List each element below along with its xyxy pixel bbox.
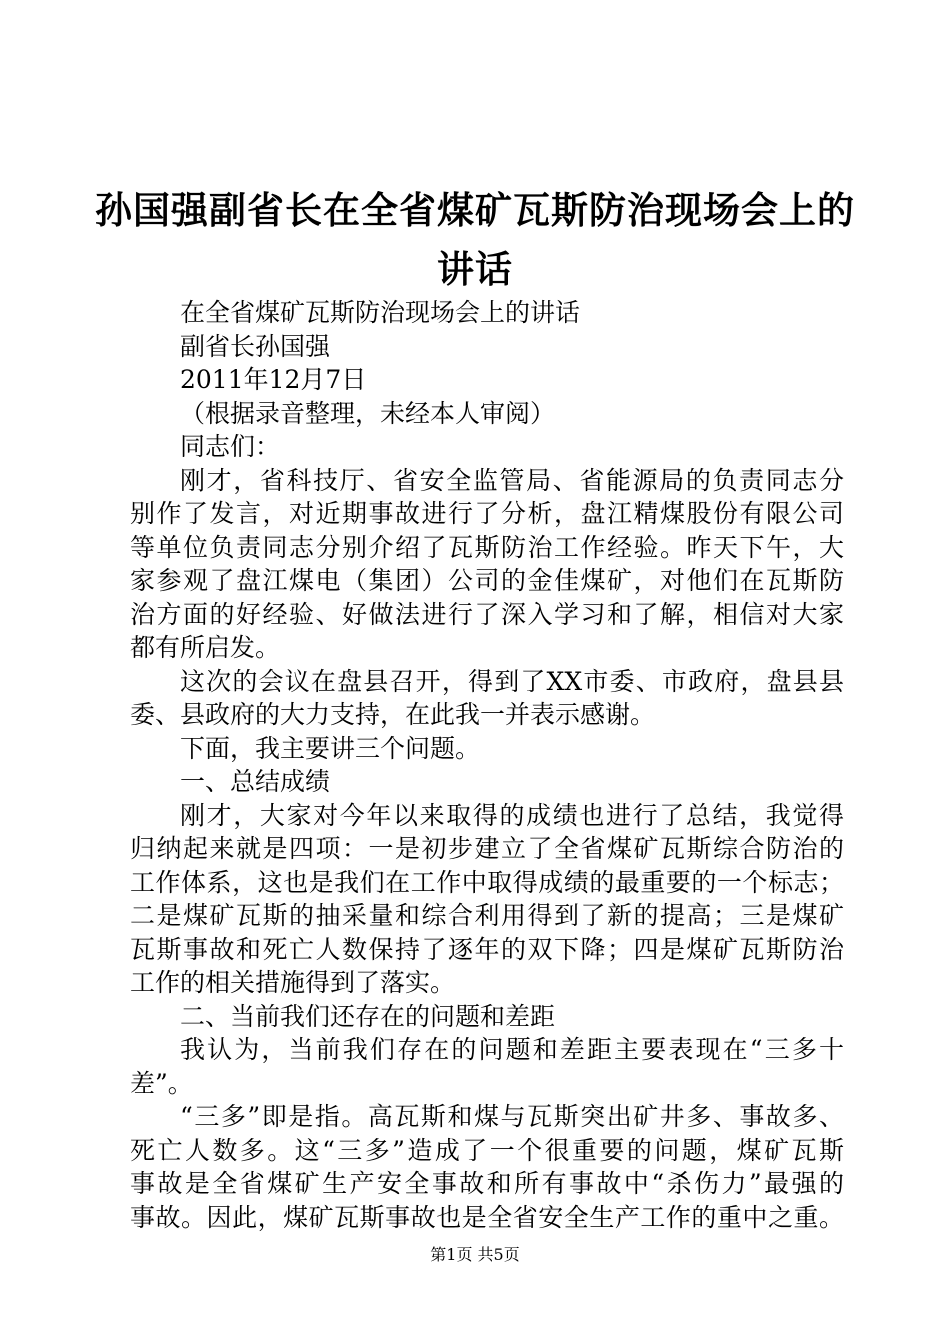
paragraph-line: 刚才，大家对今年以来取得的成绩也进行了总结，我觉得 <box>180 800 844 830</box>
section-heading-2: 二、当前我们还存在的问题和差距 <box>180 1001 556 1031</box>
paragraph-line: 都有所启发。 <box>130 633 281 662</box>
paragraph-line: 瓦斯事故和死亡人数保持了逐年的双下降；四是煤矿瓦斯防治 <box>130 934 844 964</box>
paragraph-line: 工作的相关措施得到了落实。 <box>130 968 456 997</box>
speaker-line: 副省长孙国强 <box>180 331 331 361</box>
paragraph-line: 我认为，当前我们存在的问题和差距主要表现在“三多十 <box>180 1035 844 1064</box>
document-title-line-2: 讲话 <box>437 248 513 291</box>
paragraph-line: 刚才，省科技厅、省安全监管局、省能源局的负责同志分 <box>180 465 844 495</box>
date-line: 2011年12月7日 <box>180 365 367 394</box>
paragraph-line: 二是煤矿瓦斯的抽采量和综合利用得到了新的提高；三是煤矿 <box>130 901 844 930</box>
paragraph-problems-intro <box>130 1033 844 1100</box>
paragraph-line: 事故。因此，煤矿瓦斯事故也是全省安全生产工作的重中之重。 <box>130 1202 844 1232</box>
paragraph-line: 这次的会议在盘县召开，得到了XX市委、市政府，盘县县 <box>180 666 844 696</box>
section-heading-1: 一、总结成绩 <box>180 767 331 796</box>
agenda-line: 下面，我主要讲三个问题。 <box>180 733 481 763</box>
paragraph-line: “三多”即是指。高瓦斯和煤与瓦斯突出矿井多、事故多、 <box>180 1102 844 1131</box>
paragraph-line: 工作体系，这也是我们在工作中取得成绩的最重要的一个标志； <box>130 867 844 897</box>
salutation: 同志们： <box>180 432 281 461</box>
document-body <box>130 296 844 1234</box>
paragraph-line: 差”。 <box>130 1068 193 1098</box>
paragraph-three-many <box>130 1100 844 1234</box>
paragraph-line: 事故是全省煤矿生产安全事故和所有事故中“杀伤力”最强的 <box>130 1169 844 1198</box>
speech-heading: 在全省煤矿瓦斯防治现场会上的讲话 <box>180 298 581 327</box>
paragraph-line: 等单位负责同志分别介绍了瓦斯防治工作经验。昨天下午，大 <box>130 532 844 562</box>
paragraph-line: 别作了发言，对近期事故进行了分析，盘江精煤股份有限公司 <box>130 499 844 528</box>
paragraph-achievements <box>130 799 844 1000</box>
paragraph-line: 委、县政府的大力支持，在此我一并表示感谢。 <box>130 700 656 729</box>
transcript-note: （根据录音整理，未经本人审阅） <box>180 398 556 428</box>
paragraph-line: 家参观了盘江煤电（集团）公司的金佳煤矿，对他们在瓦斯防 <box>130 566 844 595</box>
paragraph-line: 归纳起来就是四项：一是初步建立了全省煤矿瓦斯综合防治的 <box>130 834 844 863</box>
page-number-footer: 第1页 共5页 <box>430 1245 520 1264</box>
paragraph-line: 死亡人数多。这“三多”造成了一个很重要的问题，煤矿瓦斯 <box>130 1135 844 1165</box>
paragraph-line: 治方面的好经验、好做法进行了深入学习和了解，相信对大家 <box>130 599 844 629</box>
paragraph-opening <box>130 464 844 665</box>
paragraph-thanks <box>130 665 844 732</box>
document-title-line-1: 孙国强副省长在全省煤矿瓦斯防治现场会上的 <box>95 189 855 232</box>
